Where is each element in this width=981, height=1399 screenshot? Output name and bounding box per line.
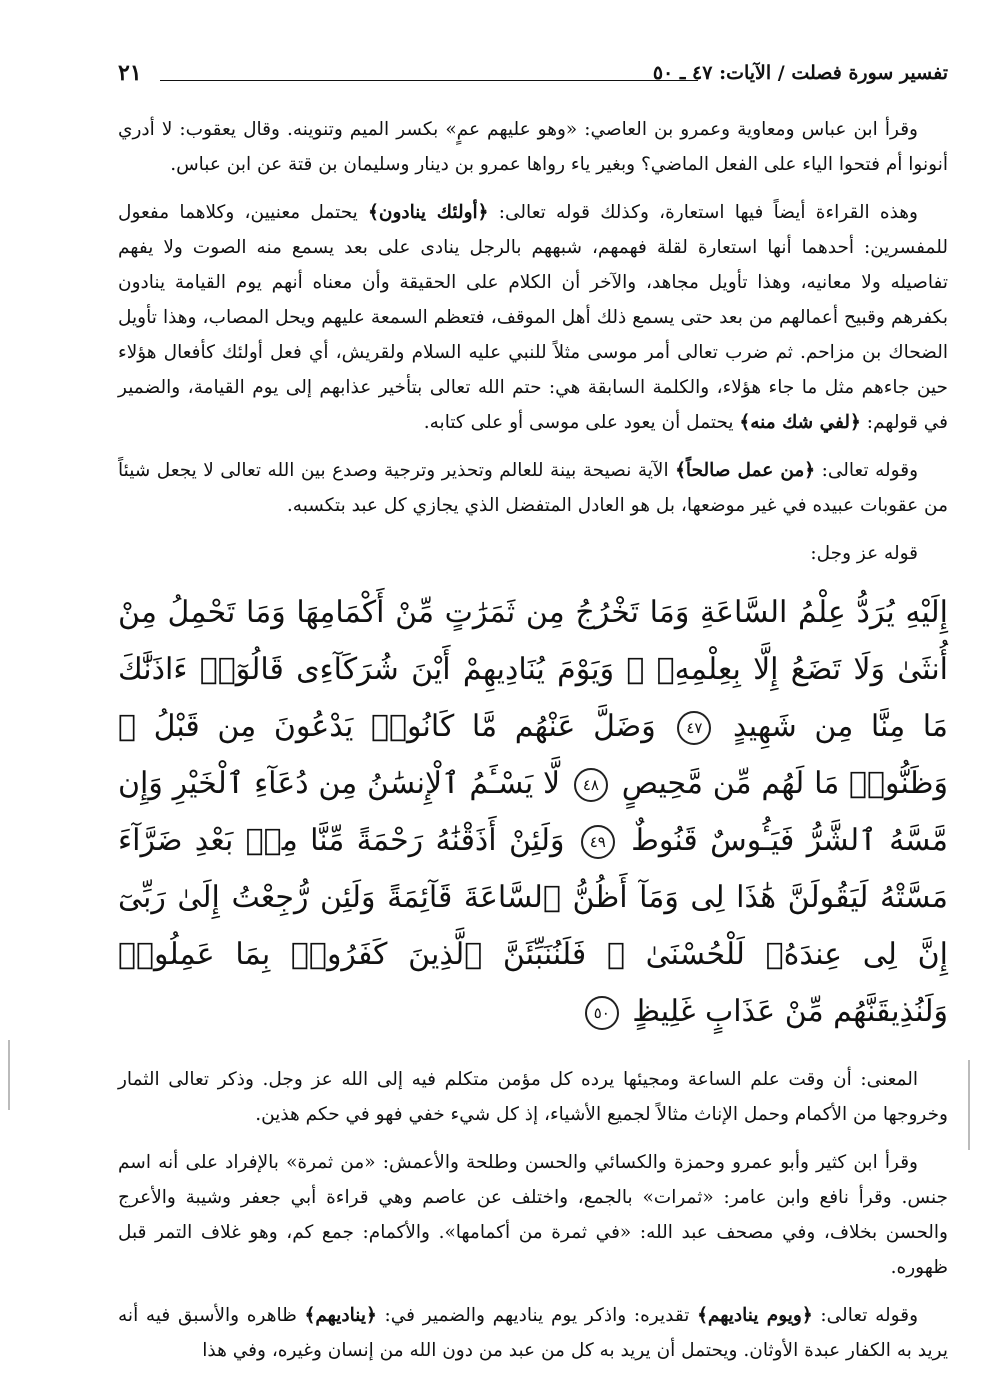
paragraph-text: وهذه القراءة أيضاً فيها استعارة، وكذلك قوله تعالى: bbox=[488, 202, 918, 223]
ayah-number-marker: ٤٨ bbox=[574, 768, 608, 802]
paragraph bbox=[118, 453, 948, 523]
page-header bbox=[118, 58, 948, 92]
paragraph-text: يحتمل معنيين، وكلاهما مفعول للمفسرين: أحدهما أنها استعارة لقلة فهمهم، شبههم بالرجل ينادى على بعد يسمع منه الصوت ولا يفهم تفاصيله ولا معانيه، وهذا تأويل مجاهد، والآخر أن الكلام على الحقيقة وأن معناه أنهم يوم القيامة ينادون بكفرهم وقبيح أعمالهم من بعد حتى يسمع ذلك أهل الموقف، فتعظم السمعة عليهم ويحل المصاب، وهذا تأويل الضحاك بن مزاحم. ثم ضرب تعالى أمر موسى مثلاً للنبي عليه السلام ولقريش، أي فعل أولئك كأفعال هؤلاء حين جاءهم مثل ما جاء هؤلاء، والكلمة السابقة هي: حتم الله تعالى بتأخير عذابهم إلى يوم القيامة، والضمير في قولهم: bbox=[118, 202, 948, 433]
quran-quote: ﴿من عمل صالحاً﴾ bbox=[675, 460, 816, 481]
paragraph-text: ظاهره والأسبق فيه أنه يريد به الكفار عبدة الأوثان. ويحتمل أن يريد به كل من عبد من دون الله من إنسان وغيره، وفي هذا bbox=[118, 1305, 948, 1361]
paragraph bbox=[118, 536, 948, 571]
verse-text: وَلَئِنْ أَذَقْنَٰهُ رَحْمَةً مِّنَّا مِنۢ بَعْدِ ضَرَّآءَ مَسَّتْهُ لَيَقُولَنَّ هَٰذَا لِى وَمَآ أَظُنُّ ٱلسَّاعَةَ قَآئِمَةً وَلَئِن رُّجِعْتُ إِلَىٰ رَبِّىٓ إِنَّ لِى عِندَهُۥ لَلْحُسْنَىٰ ۚ فَلَنُنَبِّئَنَّ ٱلَّذِينَ كَفَرُوا۟ بِمَا عَمِلُوا۟ وَلَنُذِيقَنَّهُم مِّنْ عَذَابٍ غَلِيظٍ bbox=[118, 823, 948, 1029]
paragraph-text: المعنى: أن وقت علم الساعة ومجيئها يرده كل مؤمن متكلم فيه إلى الله عز وجل. وذكر تعالى الثمار وخروجها من الأكمام وحمل الإناث مثالاً لجميع الأشياء، إذ كل شيء خفي فهو في حكم هذين. bbox=[118, 1069, 948, 1125]
paragraph-text: الآية نصيحة بينة للعالم وتحذير وترجية وصدع بين الله تعالى لا يجعل شيئاً من عقوبات عبيده في غير موضعها، بل هو العادل المتفضل الذي يجازي كل عبد بتكسبه. bbox=[118, 460, 948, 516]
paragraph-text: وقرأ ابن كثير وأبو عمرو وحمزة والكسائي والحسن وطلحة والأعمش: «من ثمرة» بالإفراد على أنه اسم جنس. وقرأ نافع وابن عامر: «ثمرات» بالجمع، واختلف عن عاصم وهي قراءة أبي جعفر وشيبة والأعرج والحسن بخلاف، وفي مصحف عبد الله: «في ثمرة من أكمامها». والأكمام: جمع كم، وهو غلاف التمر قبل ظهوره. bbox=[118, 1152, 948, 1278]
paragraph bbox=[118, 1062, 948, 1132]
margin-mark bbox=[8, 1040, 10, 1110]
ayah-number-marker: ٥٠ bbox=[585, 996, 619, 1030]
header-rule bbox=[160, 80, 698, 81]
paragraph-text: وقوله تعالى: bbox=[812, 1305, 919, 1326]
page-body bbox=[118, 112, 948, 1381]
quran-quote: ﴿لفي شك منه﴾ bbox=[739, 412, 861, 433]
header-title: تفسير سورة فصلت / الآيات: ٤٧ ـ ٥٠ bbox=[652, 62, 948, 84]
quran-quote: ﴿ويوم يناديهم﴾ bbox=[697, 1305, 813, 1326]
verse-text: إِلَيْهِ يُرَدُّ عِلْمُ السَّاعَةِ وَمَا تَخْرُجُ مِن ثَمَرَٰتٍ مِّنْ أَكْمَامِهَا وَمَا تَحْمِلُ مِنْ أُنثَىٰ وَلَا تَضَعُ إِلَّا بِعِلْمِهِۦ ۚ وَيَوْمَ يُنَادِيهِمْ أَيْنَ شُرَكَآءِى قَالُوٓا۟ ءَاذَنَّٰكَ مَا مِنَّا مِن شَهِيدٍ bbox=[118, 595, 948, 744]
page-number: ٢١ bbox=[118, 60, 142, 86]
paragraph bbox=[118, 195, 948, 440]
verse-intro: قوله عز وجل: bbox=[810, 543, 918, 564]
quran-quote: ﴿يناديهم﴾ bbox=[304, 1305, 377, 1326]
paragraph bbox=[118, 112, 948, 182]
quran-verse-block bbox=[118, 584, 948, 1040]
paragraph-text: تقديره: واذكر يوم يناديهم والضمير في: bbox=[376, 1305, 698, 1326]
ayah-number-marker: ٤٧ bbox=[677, 711, 711, 745]
paragraph-text: وقرأ ابن عباس ومعاوية وعمرو بن العاصي: «وهو عليهم عمٍ» بكسر الميم وتنوينه. وقال يعقوب: لا أدري أنونوا أم فتحوا الياء على الفعل الماضي؟ وبغير ياء رواها عمرو بن دينار وسليمان بن قتة عن ابن عباس. bbox=[118, 119, 948, 175]
quran-quote: ﴿أولئك ينادون﴾ bbox=[368, 202, 489, 223]
paragraph bbox=[118, 1145, 948, 1285]
verse-text: وَضَلَّ عَنْهُم مَّا كَانُوا۟ يَدْعُونَ مِن قَبْلُ ۖ وَظَنُّوا۟ مَا لَهُم مِّن مَّحِيصٍ bbox=[118, 709, 948, 801]
paragraph-text: يحتمل أن يعود على موسى أو على كتابه. bbox=[423, 412, 740, 433]
ayah-number-marker: ٤٩ bbox=[581, 825, 615, 859]
paragraph bbox=[118, 1298, 948, 1368]
margin-mark bbox=[968, 1060, 970, 1150]
paragraph-text: وقوله تعالى: bbox=[815, 460, 918, 481]
verse-text: لَّا يَسْـَٔمُ ٱلْإِنسَٰنُ مِن دُعَآءِ ٱلْخَيْرِ وَإِن مَّسَّهُ ٱلشَّرُّ فَيَـُٔوسٌ قَنُوطٌ bbox=[118, 766, 948, 858]
